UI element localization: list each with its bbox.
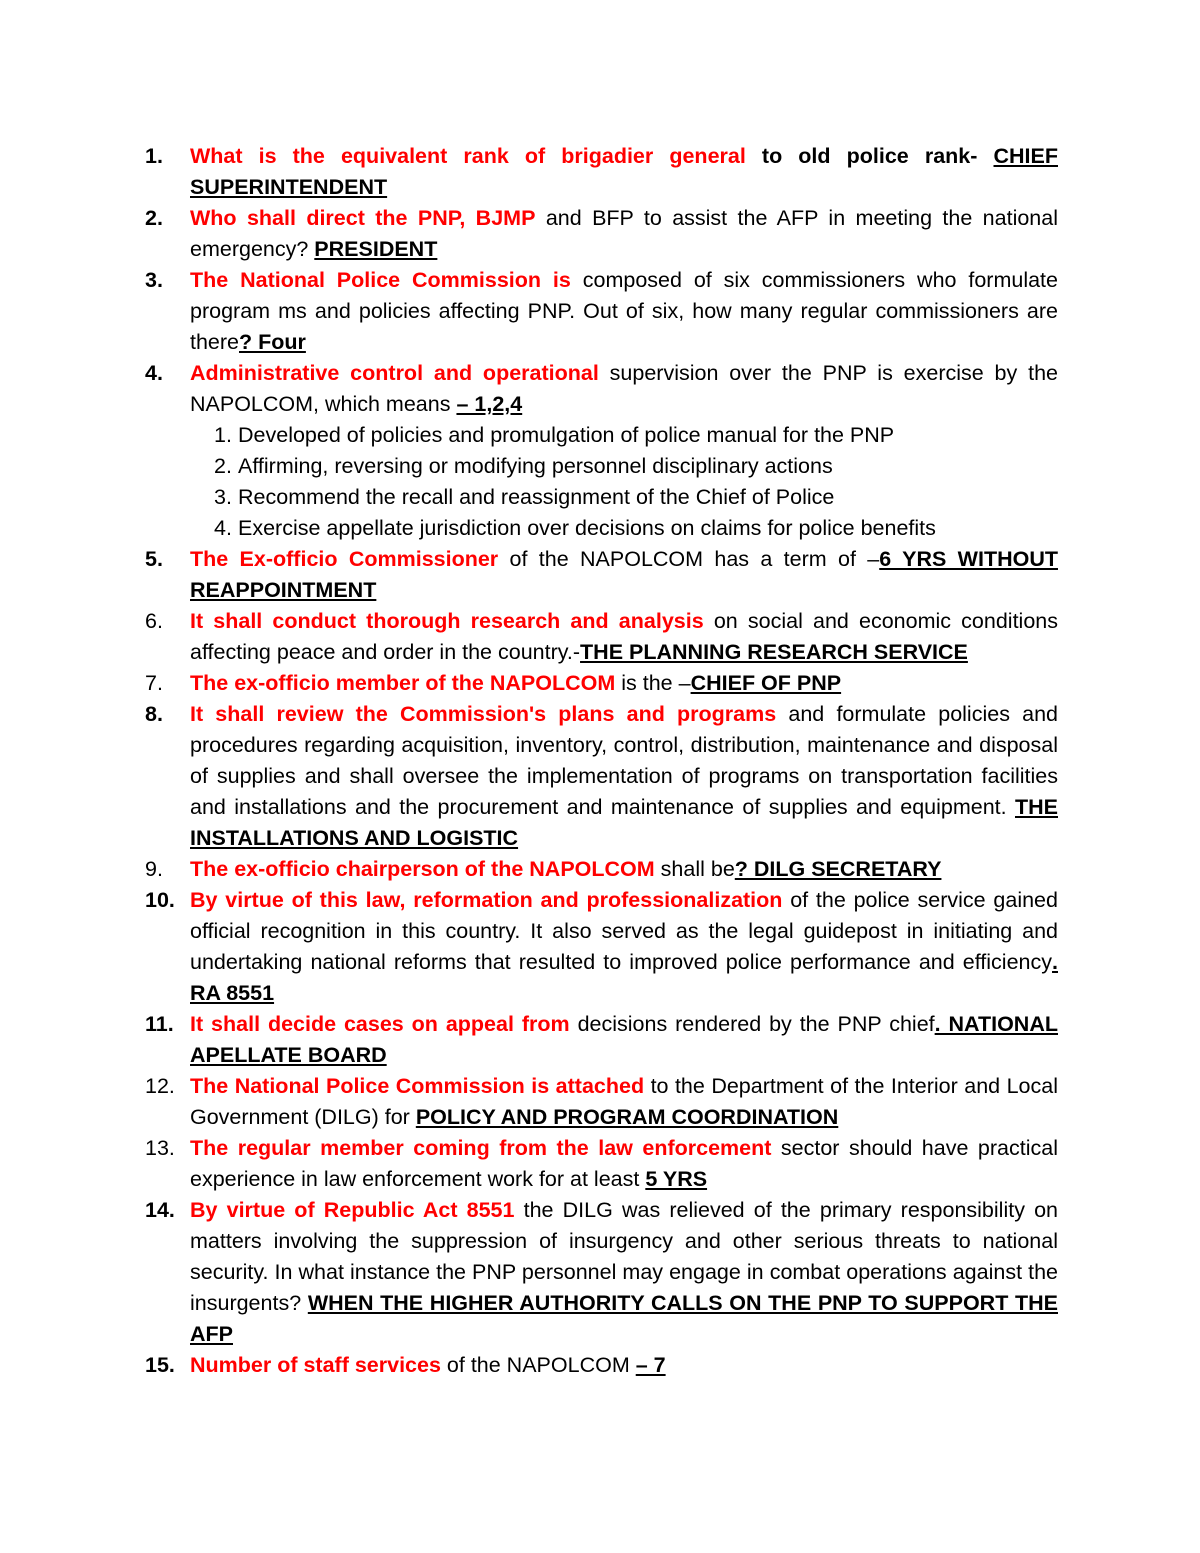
answer-text: 5 YRS [645, 1167, 708, 1191]
question-item [145, 1350, 1058, 1381]
item-number: 8. [145, 702, 163, 726]
question-text: It shall conduct thorough research and analysis [190, 609, 704, 633]
question-item [145, 854, 1058, 885]
question-text: It shall decide cases on appeal from [190, 1012, 570, 1036]
item-number: 2. [145, 206, 163, 230]
answer-text: CHIEF SUPERINTENDENT [190, 144, 1058, 199]
question-rest: sector should have practical experience in law enforcement work for at least [190, 1136, 1058, 1191]
question-rest: supervision over the PNP is exercise by the NAPOLCOM, which means [190, 361, 1058, 416]
question-text: The regular member coming from the law enforcement [190, 1136, 772, 1160]
sub-item-text: Exercise appellate jurisdiction over decisions on claims for police benefits [238, 516, 936, 540]
question-item [145, 1133, 1058, 1195]
sub-item-number: 1. [214, 423, 232, 447]
question-text: The Ex-officio Commissioner [190, 547, 499, 571]
sub-item-text: Developed of policies and promulgation of police manual for the PNP [238, 423, 895, 447]
question-text: By virtue of this law, reformation and professionalization [190, 888, 783, 912]
sub-item [214, 451, 1058, 482]
question-item [145, 544, 1058, 606]
sub-item [214, 513, 1058, 544]
answer-text: . NATIONAL APELLATE BOARD [190, 1012, 1058, 1067]
answer-text: WHEN THE HIGHER AUTHORITY CALLS ON THE PNP TO SUPPORT THE AFP [190, 1291, 1058, 1346]
item-number: 5. [145, 547, 163, 571]
item-number: 10. [145, 888, 175, 912]
sub-item-number: 4. [214, 516, 232, 540]
question-text: The National Police Commission is attached [190, 1074, 645, 1098]
question-text: By virtue of Republic Act 8551 [190, 1198, 515, 1222]
question-rest: is the – [621, 671, 691, 695]
answer-text: – 7 [635, 1353, 666, 1377]
question-text: Who shall direct the PNP, BJMP [190, 206, 536, 230]
item-number: 4. [145, 361, 163, 385]
sub-item [214, 420, 1058, 451]
item-number: 12. [145, 1074, 175, 1098]
question-text: The ex-officio member of the NAPOLCOM [190, 671, 616, 695]
sub-item-text: Recommend the recall and reassignment of the Chief of Police [238, 485, 835, 509]
sub-item [214, 482, 1058, 513]
item-number: 15. [145, 1353, 175, 1377]
item-number: 7. [145, 671, 163, 695]
question-rest: to old police rank- [761, 144, 994, 168]
item-number: 3. [145, 268, 163, 292]
answer-text: 6 YRS WITHOUT REAPPOINTMENT [190, 547, 1058, 602]
question-rest: of the NAPOLCOM has a term of – [509, 547, 880, 571]
item-number: 11. [145, 1012, 174, 1036]
question-text: What is the equivalent rank of brigadier general [190, 144, 746, 168]
question-item [145, 265, 1058, 358]
question-item [145, 668, 1058, 699]
answer-text: THE PLANNING RESEARCH SERVICE [580, 640, 968, 664]
item-number: 6. [145, 609, 163, 633]
question-text: It shall review the Commission's plans and programs [190, 702, 777, 726]
answer-text: POLICY AND PROGRAM COORDINATION [415, 1105, 839, 1129]
question-rest: of the police service gained official recognition in this country. It also served as the legal guidepost in initiating and undertaking national reforms that resulted to improved police performance and efficiency [190, 888, 1058, 974]
item-number: 9. [145, 857, 163, 881]
sub-item-number: 3. [214, 485, 232, 509]
question-item [145, 358, 1058, 420]
question-rest: the DILG was relieved of the primary responsibility on matters involving the suppression of insurgency and other serious threats to national security. In what instance the PNP personnel may engage in combat operations against the insurgents? [190, 1198, 1058, 1315]
answer-text: ? DILG SECRETARY [734, 857, 942, 881]
question-item [145, 606, 1058, 668]
answer-text: CHIEF OF PNP [690, 671, 842, 695]
question-text: The ex-officio chairperson of the NAPOLCOM [190, 857, 655, 881]
item-number: 13. [145, 1136, 175, 1160]
question-item [145, 885, 1058, 1009]
question-text: Number of staff services [190, 1353, 441, 1377]
question-item [145, 203, 1058, 265]
sub-item-text: Affirming, reversing or modifying personnel disciplinary actions [238, 454, 833, 478]
question-text: The National Police Commission is [190, 268, 571, 292]
question-rest: on social and economic conditions affecting peace and order in the country.- [190, 609, 1058, 664]
answer-text: . RA 8551 [190, 950, 1058, 1005]
question-rest: composed of six commissioners who formulate program ms and policies affecting PNP. Out of six, how many regular commissioners are there [190, 268, 1058, 354]
question-item [145, 1071, 1058, 1133]
question-rest: to the Department of the Interior and Local Government (DILG) for [190, 1074, 1058, 1129]
question-item [145, 699, 1058, 854]
answer-text: PRESIDENT [314, 237, 438, 261]
answer-text: THE INSTALLATIONS AND LOGISTIC [190, 795, 1058, 850]
question-item [145, 141, 1058, 203]
item-number: 1. [145, 144, 163, 168]
question-item [145, 1009, 1058, 1071]
question-rest: and BFP to assist the AFP in meeting the national emergency? [190, 206, 1058, 261]
question-list [145, 141, 1058, 1381]
question-rest: decisions rendered by the PNP chief [577, 1012, 935, 1036]
answer-text: – 1,2,4 [456, 392, 523, 416]
question-rest: and formulate policies and procedures regarding acquisition, inventory, control, distribution, maintenance and disposal of supplies and shall oversee the implementation of programs on transportation facilities and installations and the procurement and maintenance of supplies and equipment. [190, 702, 1058, 819]
item-number: 14. [145, 1198, 175, 1222]
question-rest: shall be [660, 857, 735, 881]
sub-item-number: 2. [214, 454, 232, 478]
question-rest: of the NAPOLCOM [446, 1353, 636, 1377]
answer-text: ? Four [239, 330, 306, 354]
question-item [145, 1195, 1058, 1350]
question-text: Administrative control and operational [190, 361, 599, 385]
